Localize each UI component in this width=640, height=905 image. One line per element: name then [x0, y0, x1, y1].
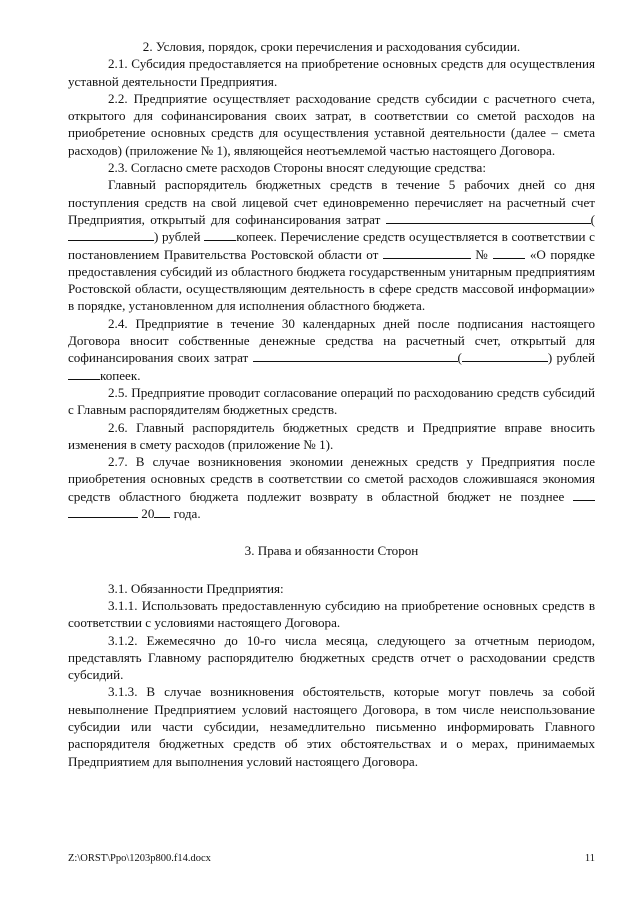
- page-footer: [68, 853, 595, 864]
- section-3-heading: 3. Права и обязанности Сторон: [244, 543, 419, 559]
- paragraph-2-6: 2.6. Главный распорядитель бюджетных средств и Предприятие вправе вносить изменения в смету расходов (приложение № 1).: [68, 419, 595, 452]
- resolution-title: «О порядке предоставления субсидий из областного бюджета государственным унитарным предприятиям Ростовской области, осуществляющим деятельность в сфере средств массовой информации» в порядке, установленном для исполнения областного бюджета.: [68, 246, 595, 314]
- paragraph-2-3: 2.3. Согласно смете расходов Стороны вносят следующие средства:: [108, 160, 487, 176]
- day-blank: [573, 488, 595, 501]
- own-rubles-label: ) рублей: [547, 350, 595, 366]
- paragraph-3-1: 3.1. Обязанности Предприятия:: [108, 580, 284, 596]
- month-blank: [68, 505, 138, 518]
- paragraph-2-7: [68, 453, 595, 522]
- own-amount-blank: [253, 349, 458, 362]
- paragraph-3-1-1: 3.1.1. Использовать предоставленную субсидию на приобретение основных средств в соответствии с условиями настоящего Договора.: [68, 597, 595, 631]
- document-body: [68, 38, 595, 770]
- own-funds-text: 2.4. Предприятие в течение 30 календарных дней после подписания настоящего Договора вносит собственные денежные средства на расчетный счет, открытый для софинансирования своих затрат: [68, 315, 595, 366]
- transfer-text: Главный распорядитель бюджетных средств в течение 5 рабочих дней со дня поступления средств на свой лицевой счет единовременно перечисляет на расчетный счет Предприятия, открытый для софинансирования затрат: [68, 177, 595, 227]
- file-path: Z:\ORST\Ppo\1203p800.f14.docx: [68, 853, 211, 864]
- own-kopecks-blank: [68, 367, 100, 380]
- date-blank: [383, 246, 471, 259]
- number-sign: №: [475, 246, 489, 262]
- number-blank: [493, 246, 525, 259]
- amount-words-blank: [68, 228, 154, 241]
- page-number: 11: [584, 853, 595, 864]
- paragraph-2-2: 2.2. Предприятие осуществляет расходование средств субсидии с расчетного счета, открытого для софинансирования своих затрат, в соответствии со сметой расходов на приобретение основных средств для осуществления уставной деятельности (далее – смета расходов) (приложение № 1), являющейся неотъемлемой частью настоящего Договора.: [68, 90, 595, 158]
- savings-text: 2.7. В случае возникновения экономии денежных средств у Предприятия после приобретения основных средств в соответствии со сметой расходов сложившаяся экономия средств областного бюджета подлежит возврату в областной бюджет не позднее: [68, 454, 595, 504]
- paragraph-2-4: 2.4. Предприятие в течение 30 календарных дней после подписания настоящего Договора вносит собственные денежные средства на расчетный счет, открытый для софинансирования своих затрат ( ) рублей копеек.: [68, 315, 595, 383]
- amount-blank: [386, 211, 591, 224]
- paragraph-3-1-2: 3.1.2. Ежемесячно до 10-го числа месяца, следующего за отчетным периодом, представлять Главному распорядителю бюджетных средств отчет о расходовании средств субсидий.: [68, 632, 595, 683]
- year-label: года.: [173, 506, 201, 522]
- transfer-text-continued: копеек. Перечисление средств осуществляется в соответствии с постановлением Правительства Ростовской области от: [68, 229, 595, 262]
- paragraph-2-3-transfer: Главный распорядитель бюджетных средств в течение 5 рабочих дней со дня поступления средств на свой лицевой счет единовременно перечисляет на расчетный счет Предприятия, открытый для софинансирования затрат () рублей копеек. Перечисление средств осуществляется в соответствии с постановлением Правительства Ростовской области от № «О порядке предоставления субсидий из областного бюджета государственным унитарным предприятиям Ростовской области, осуществляющим деятельность в сфере средств массовой информации» в порядке, установленном для исполнения областного бюджета.: [68, 177, 595, 314]
- own-kopecks-label: копеек.: [100, 367, 141, 383]
- year-prefix: 20: [141, 506, 155, 522]
- rubles-label: ) рублей: [154, 229, 201, 245]
- paragraph-2-5: 2.5. Предприятие проводит согласование операций по расходованию средств субсидий с Главным распорядителям бюджетных средств.: [68, 384, 595, 418]
- paragraph-2-1: 2.1. Субсидия предоставляется на приобретение основных средств для осуществления уставной деятельности Предприятия.: [68, 56, 595, 89]
- kopecks-blank: [204, 228, 236, 241]
- paragraph-3-1-3: 3.1.3. В случае возникновения обстоятельств, которые могут повлечь за собой невыполнение Предприятием условий настоящего Договора, в том числе неиспользование субсидии или части субсидии, незамедлительно письменно информировать Главного распорядителя бюджетных средств об этих обстоятельствах и о мерах, принимаемых Предприятием для выполнения условий настоящего Договора.: [68, 684, 595, 769]
- year-blank: [154, 505, 170, 518]
- own-amount-words-blank: [462, 349, 548, 362]
- section-2-heading: 2. Условия, порядок, сроки перечисления и расходования субсидии.: [142, 39, 521, 54]
